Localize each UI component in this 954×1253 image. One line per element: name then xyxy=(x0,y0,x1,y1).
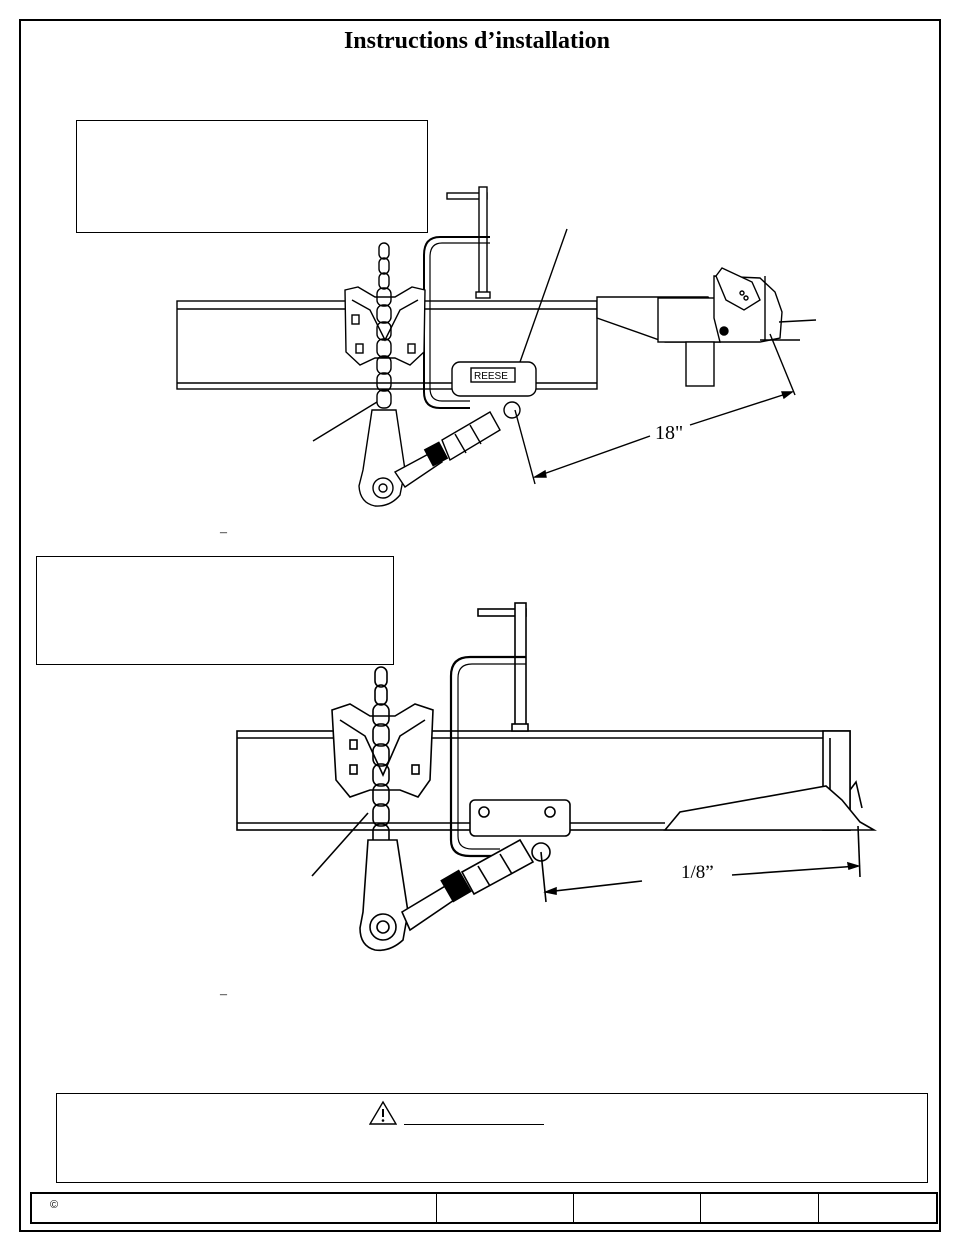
figure-2-caption-mark: – xyxy=(220,987,227,1002)
footer-cell-5 xyxy=(819,1194,936,1222)
page-title: Instructions d’installation xyxy=(343,28,611,54)
copyright-symbol: © xyxy=(50,1199,59,1211)
reese-logo: REESE xyxy=(474,371,508,382)
footer-cell-copyright xyxy=(32,1194,437,1222)
warning-heading-underline xyxy=(404,1124,544,1125)
footer-cell-3 xyxy=(574,1194,701,1222)
figure-1-dimension-18in: 18" xyxy=(655,422,684,444)
warning-triangle-icon xyxy=(369,1100,397,1126)
figure-1-hitch-diagram xyxy=(0,0,954,540)
figure-2-hitch-diagram xyxy=(0,560,954,960)
footer-cell-2 xyxy=(437,1194,574,1222)
figure-1-caption-mark: – xyxy=(220,525,227,540)
figure-2-dimension-eighth-inch: 1/8” xyxy=(681,862,714,883)
warning-box xyxy=(56,1093,928,1183)
footer-cell-4 xyxy=(701,1194,819,1222)
footer-table xyxy=(30,1192,938,1224)
